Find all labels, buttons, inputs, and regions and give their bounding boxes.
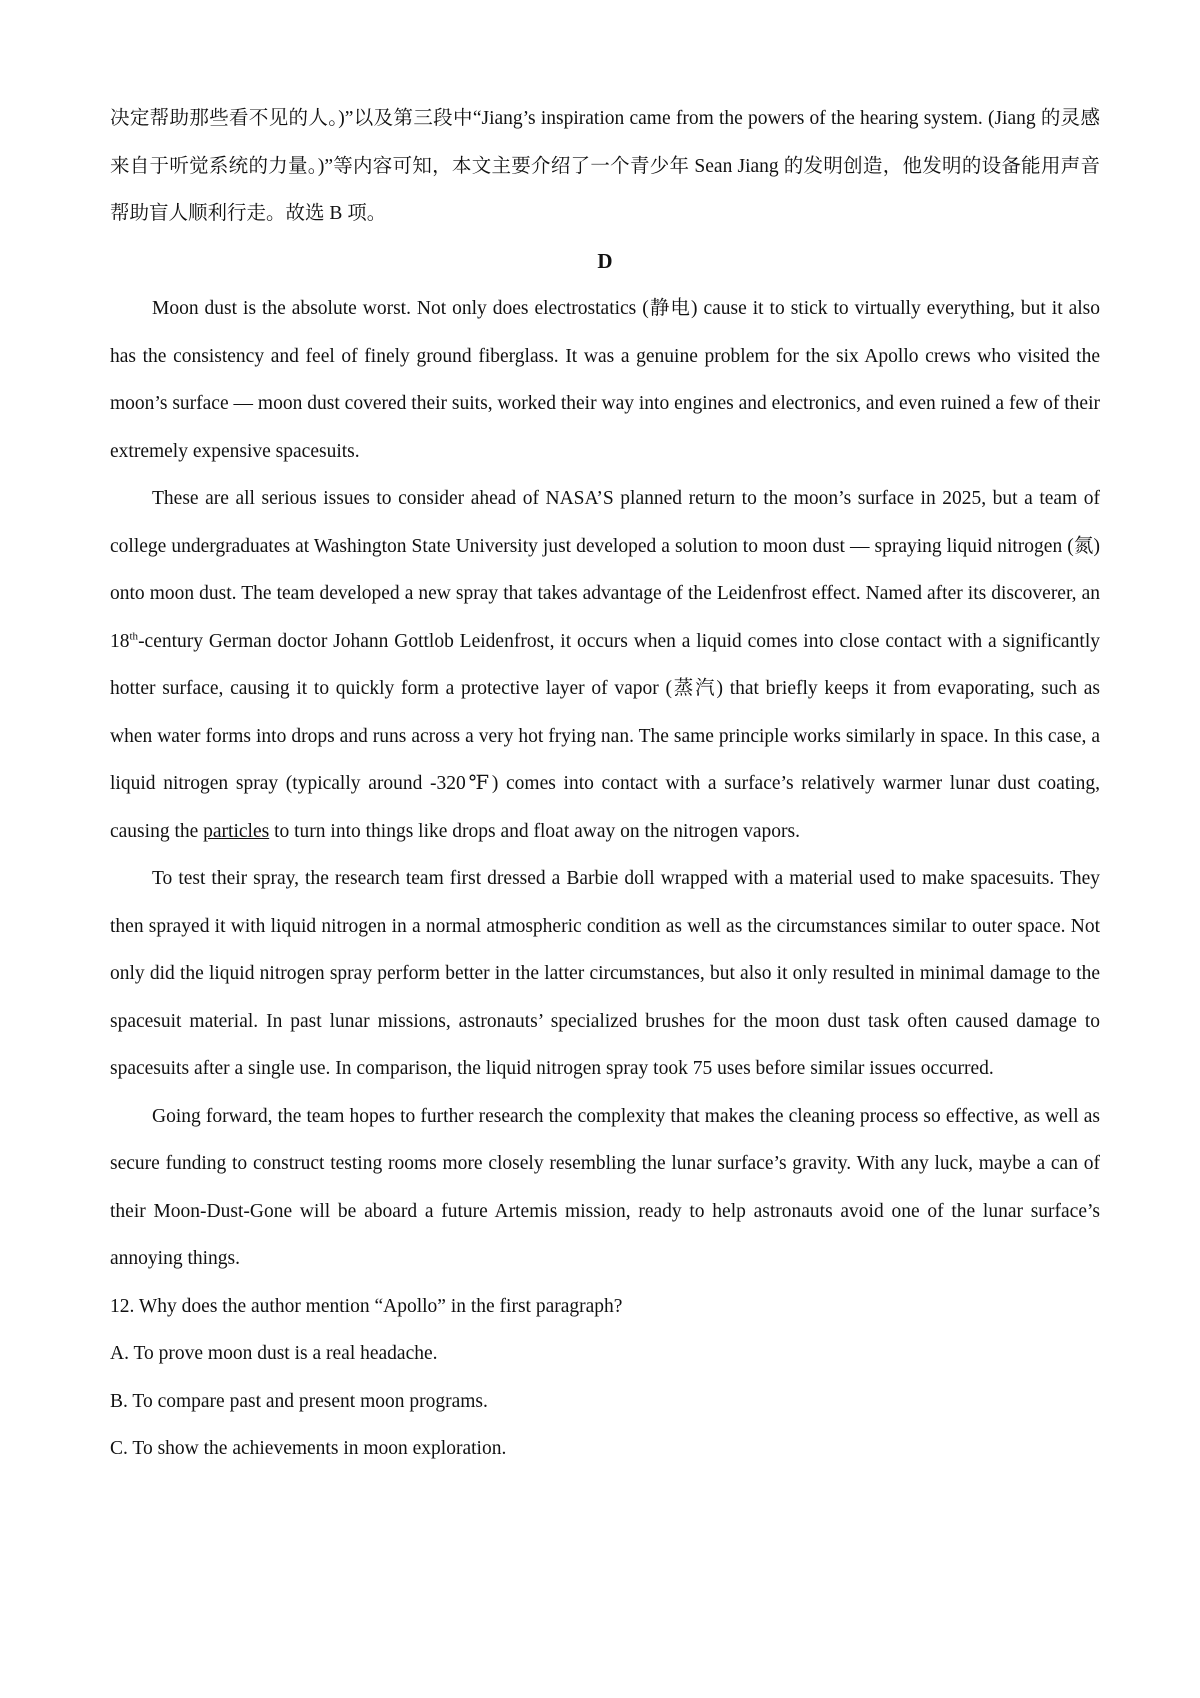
ordinal-superscript: th — [129, 630, 139, 642]
question-option-c: C. To show the achievements in moon exploration. — [110, 1438, 507, 1459]
underlined-word-particles: particles — [203, 820, 270, 842]
paragraph-2-part-c: to turn into things like drops and float away on the nitrogen vapors. — [269, 820, 800, 842]
question-stem: 12. Why does the author mention “Apollo” in the first paragraph? — [110, 1295, 623, 1317]
paragraph-2-part-b: -century German doctor Johann Gottlob Leidenfrost, it occurs when a liquid comes into close contact with a significantly hotter surface, causing it to quickly form a protective layer of vapor (蒸汽) that briefly keeps it from evaporating, such as when water forms into drops and runs across a very hot frying nan. The same principle works similarly in space. In this case, a liquid nitrogen spray (typically around -320℉) comes into contact with a surface’s relatively warmer lunar dust coating, causing the — [110, 630, 1100, 842]
section-heading: D — [597, 248, 613, 273]
question-option-a: A. To prove moon dust is a real headache. — [110, 1343, 438, 1364]
question-option-b: B. To compare past and present moon programs. — [110, 1390, 488, 1412]
answer-explanation-text: 决定帮助那些看不见的人。)”以及第三段中“Jiang’s inspiration came from the powers of the hearing system. (Jiang 的灵感来自于听觉系统的力量。)”等内容可知，本文主要介绍了一个青少年 Sean Jiang 的发明创造，他发明的设备能用声音帮助盲人顺利行走。故选 B 项。 — [110, 108, 1100, 224]
paragraph-2-part-a: These are all serious issues to consider ahead of NASA’S planned return to the moon’s surface in 2025, but a team of college undergraduates at Washington State University just developed a solution to moon dust — spraying liquid nitrogen (氮) onto moon dust. The team developed a new spray that takes advantage of the Leidenfrost effect. Named after its discoverer, an 18 — [110, 488, 1100, 652]
passage-paragraph-3: To test their spray, the research team first dressed a Barbie doll wrapped with a material used to make spacesuits. They then sprayed it with liquid nitrogen in a normal atmospheric condition as well as the circumstances similar to outer space. Not only did the liquid nitrogen spray perform better in the latter circumstances, but also it only resulted in minimal damage to the spacesuit material. In past lunar missions, astronauts’ specialized brushes for the moon dust task often caused damage to spacesuits after a single use. In comparison, the liquid nitrogen spray took 75 uses before similar issues occurred. — [110, 868, 1100, 1079]
passage-paragraph-4: Going forward, the team hopes to further research the complexity that makes the cleaning process so effective, as well as secure funding to construct testing rooms more closely resembling the lunar surface’s gravity. With any luck, maybe a can of their Moon-Dust-Gone will be aboard a future Artemis mission, ready to help astronauts avoid one of the lunar surface’s annoying things. — [110, 1105, 1100, 1269]
passage-paragraph-1: Moon dust is the absolute worst. Not only does electrostatics (静电) cause it to stick to virtually everything, but it also has the consistency and feel of finely ground fiberglass. It was a genuine problem for the six Apollo crews who visited the moon’s surface — moon dust covered their suits, worked their way into engines and electronics, and even ruined a few of their extremely expensive spacesuits. — [110, 298, 1100, 462]
document-page — [110, 95, 1100, 1473]
passage-paragraph-2 — [110, 475, 1100, 855]
